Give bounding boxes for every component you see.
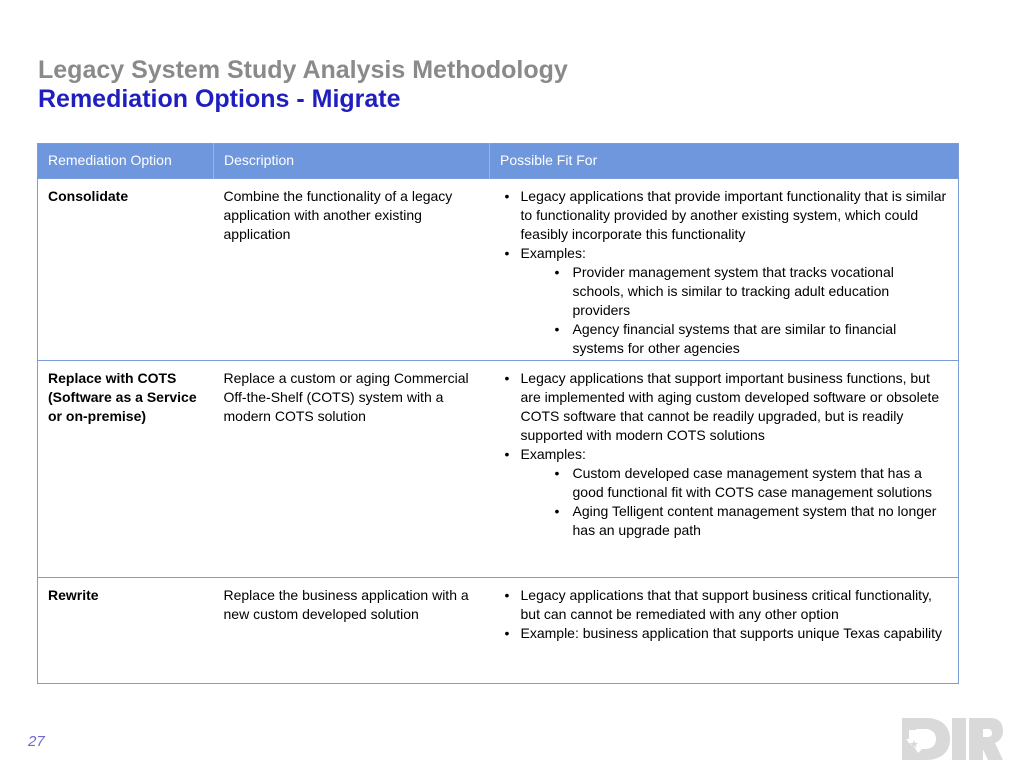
sub-list xyxy=(521,464,949,540)
title-block xyxy=(38,56,568,114)
sub-list xyxy=(521,263,949,358)
sub-list-item: • Aging Telligent content management system that no longer has an upgrade path xyxy=(573,502,949,540)
column-header-possible-fit-for: Possible Fit For xyxy=(490,144,959,179)
fit-list xyxy=(500,586,949,643)
option-cell: Consolidate xyxy=(38,179,214,361)
page-number: 27 xyxy=(28,733,45,750)
column-header-remediation-option: Remediation Option xyxy=(38,144,214,179)
table-row xyxy=(38,578,959,684)
option-cell: Rewrite xyxy=(38,578,214,684)
page-subtitle: Remediation Options - Migrate xyxy=(38,85,401,113)
fit-cell xyxy=(490,179,959,361)
page-title: Legacy System Study Analysis Methodology xyxy=(38,56,568,84)
sub-list-item: • Custom developed case management system that has a good functional fit with COTS case management solutions xyxy=(573,464,949,502)
remediation-options-table xyxy=(37,143,959,684)
fit-list xyxy=(500,369,949,540)
table-row xyxy=(38,361,959,578)
dir-logo xyxy=(900,716,1004,767)
table-row xyxy=(38,179,959,361)
table-header-row xyxy=(38,144,959,179)
fit-cell xyxy=(490,578,959,684)
dir-logo-graphic xyxy=(900,716,1004,762)
fit-list xyxy=(500,187,949,358)
sub-list-item: • Provider management system that tracks vocational schools, which is similar to tracking adult education providers xyxy=(573,263,949,320)
list-item: • Example: business application that supports unique Texas capability xyxy=(521,624,949,643)
description-cell: Replace the business application with a new custom developed solution xyxy=(214,578,490,684)
description-cell: Combine the functionality of a legacy application with another existing application xyxy=(214,179,490,361)
list-item-label: Examples: xyxy=(520,446,586,462)
list-item xyxy=(521,244,949,358)
description-cell: Replace a custom or aging Commercial Off-the-Shelf (COTS) system with a modern COTS solution xyxy=(214,361,490,578)
list-item: • Legacy applications that that support business critical functionality, but can cannot be remediated with any other option xyxy=(521,586,949,624)
option-cell: Replace with COTS (Software as a Service or on-premise) xyxy=(38,361,214,578)
sub-list-item: • Agency financial systems that are similar to financial systems for other agencies xyxy=(573,320,949,358)
list-item xyxy=(521,445,949,540)
list-item: • Legacy applications that support important business functions, but are implemented with aging custom developed software or obsolete COTS software that cannot be readily upgraded, but is readily supported with modern COTS solutions xyxy=(521,369,949,445)
list-item-label: Examples: xyxy=(520,245,586,261)
list-item: • Legacy applications that provide important functionality that is similar to functionality provided by another existing system, which could feasibly incorporate this functionality xyxy=(521,187,949,244)
column-header-description: Description xyxy=(214,144,490,179)
fit-cell xyxy=(490,361,959,578)
